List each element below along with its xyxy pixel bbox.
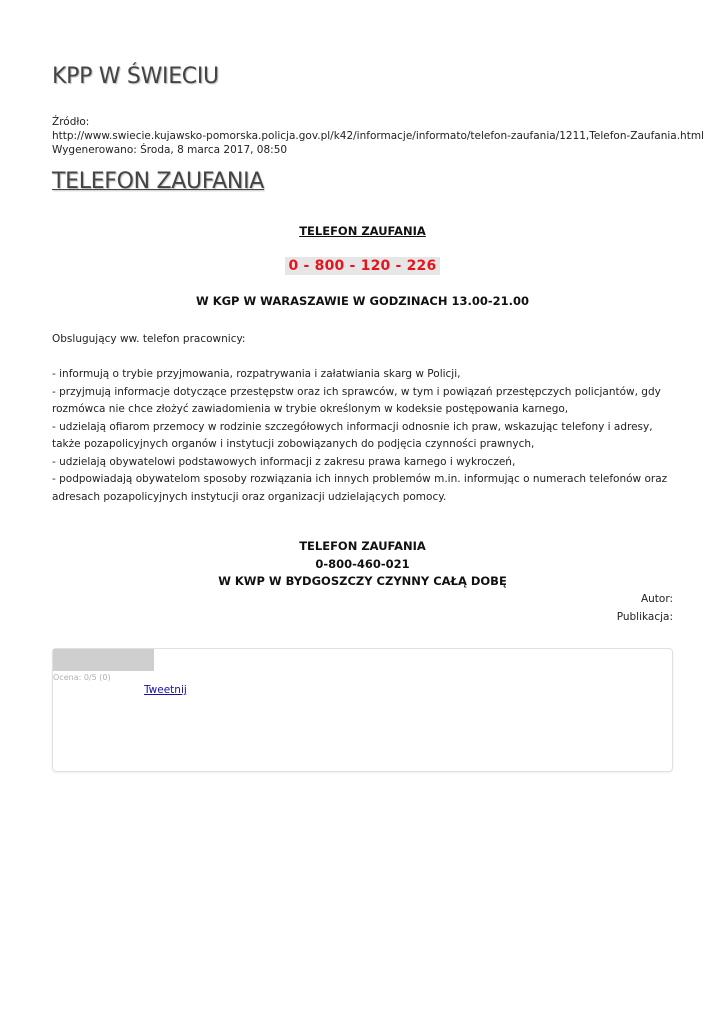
hours-heading: W KGP W WARASZAWIE W GODZINACH 13.00-21.00 bbox=[196, 294, 529, 308]
rating-stars[interactable] bbox=[53, 649, 154, 671]
section-heading: TELEFON ZAUFANIA bbox=[299, 224, 426, 238]
list-item: - przyjmują informacje dotyczące przestępstw oraz ich sprawców, w tym i powiązań przestępczych policjantów, gdy rozmówca nie chce złożyć zawiadomienia w trybie określonym w kodeksie postępowania karnego, bbox=[52, 385, 661, 415]
list-item: - udzielają ofiarom przemocy w rodzinie szczegółowych informacji odnosnie ich praw, wskazując telefony i adresy, także pozapolicyjnych organów i instytucji zobowiązanych do podjęcia czynności prawnych, bbox=[52, 420, 653, 450]
second-phone-hours: W KWP W BYDGOSZCZY CZYNNY CAŁĄ DOBĘ bbox=[218, 574, 507, 588]
document-meta bbox=[52, 115, 704, 157]
site-title: KPP W ŚWIECIU bbox=[52, 64, 219, 89]
phone-number-highlight bbox=[52, 257, 673, 275]
phone-number: 0 - 800 - 120 - 226 bbox=[285, 257, 441, 275]
tweet-link[interactable]: Tweetnij bbox=[144, 684, 187, 696]
share-box bbox=[52, 648, 673, 772]
article-title: TELEFON ZAUFANIA bbox=[52, 169, 265, 194]
second-phone-number: 0-800-460-021 bbox=[315, 556, 410, 571]
list-item: - informują o trybie przyjmowania, rozpatrywania i załatwiania skarg w Policji, bbox=[52, 368, 461, 380]
rating-text: Ocena: 0/5 (0) bbox=[53, 673, 111, 682]
publication-label: Publikacja: bbox=[616, 610, 673, 623]
list-item: - podpowiadają obywatelom sposoby rozwiązania ich innych problemów m.in. informując o numerach telefonów oraz adresach pozapolicyjnych instytucji oraz organizacji udzielających pomocy. bbox=[52, 473, 668, 503]
intro-paragraph: Obslugujący ww. telefon pracownicy: bbox=[52, 333, 246, 345]
author-label: Autor: bbox=[640, 593, 673, 605]
generated-date: Wygenerowano: Środa, 8 marca 2017, 08:50 bbox=[52, 144, 288, 156]
source-label: Źródło: bbox=[52, 116, 90, 128]
article-body bbox=[52, 331, 673, 506]
article-meta bbox=[617, 591, 673, 626]
list-item: - udzielają obywatelowi podstawowych informacji z zakresu prawa karnego i wykroczeń, bbox=[52, 455, 516, 468]
second-phone-heading: TELEFON ZAUFANIA bbox=[299, 539, 426, 553]
source-url: http://www.swiecie.kujawsko-pomorska.policja.gov.pl/k42/informacje/informato/telefon-zaufania/1211,Telefon-Zaufania.html bbox=[52, 130, 704, 142]
second-phone-block bbox=[52, 538, 673, 591]
